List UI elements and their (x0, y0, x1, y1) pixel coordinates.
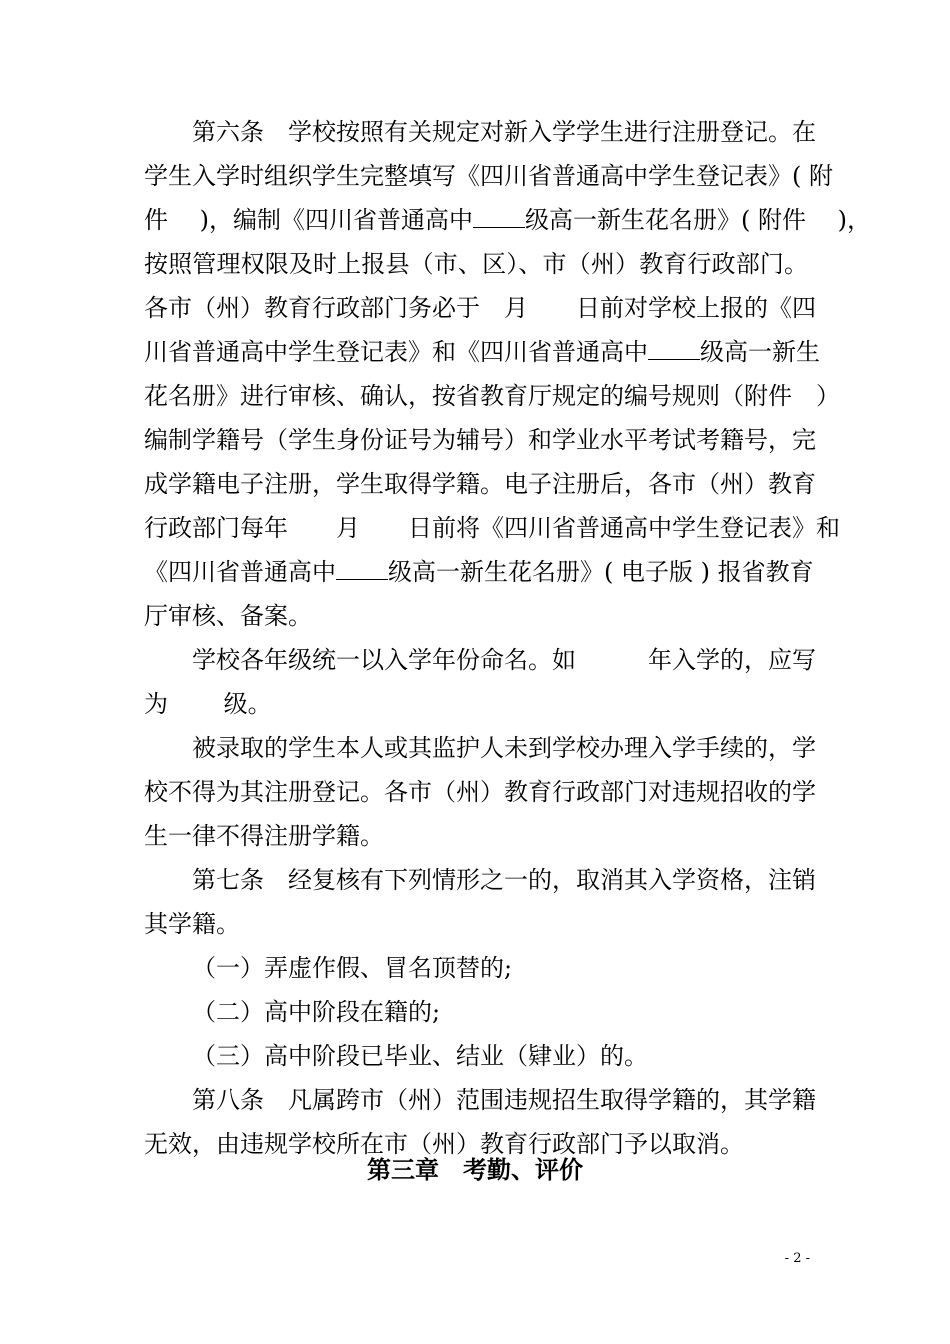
article6-line-5: 各市（州）教育行政部门务必于 月 日前对学校上报的《四 (144, 294, 816, 322)
article6-line-6 (144, 330, 820, 374)
article6-line-2: 学生入学时组织学生完整填写《四川省普通高中学生登记表》( 附 (144, 162, 833, 190)
article6-line-9: 成学籍电子注册，学生取得学籍。电子注册后，各市（州）教育 (144, 470, 816, 498)
article7-line-2: 其学籍。 (144, 910, 240, 938)
chapter-heading: 第三章 考勤、评价 (367, 1156, 583, 1184)
unregistered-line-1: 被录取的学生本人或其监护人未到学校办理入学手续的，学 (192, 734, 816, 762)
unregistered-line-3: 生一律不得注册学籍。 (144, 822, 384, 850)
article7-line-1: 第七条 经复核有下列情形之一的，取消其入学资格，注销 (192, 866, 816, 894)
article6-line-3a: 件 )，编制《四川省普通高中 (144, 206, 473, 234)
article8-line-2: 无效，由违规学校所在市（州）教育行政部门予以取消。 (144, 1130, 744, 1158)
article6-line-12: 厅审核、备案。 (144, 602, 312, 630)
article6-line-1: 第六条 学校按照有关规定对新入学学生进行注册登记。在 (192, 118, 816, 146)
article6-line-7: 花名册》进行审核、确认，按省教育厅规定的编号规则（附件 ） (144, 382, 840, 410)
article6-line-11a: 《四川省普通高中 (144, 558, 336, 586)
fill-in-blank (336, 557, 388, 580)
article6-line-6a: 川省普通高中学生登记表》和《四川省普通高中 (144, 338, 648, 366)
fill-in-blank (473, 205, 525, 228)
grade-naming-line-2: 为 级。 (144, 690, 272, 718)
page-number: - 2 - (784, 1251, 810, 1266)
article6-line-11 (144, 550, 814, 594)
grade-naming-line-1: 学校各年级统一以入学年份命名。如 年入学的，应写 (192, 646, 816, 674)
fill-in-blank (648, 337, 700, 360)
article6-line-4: 按照管理权限及时上报县（市、区）、市（州）教育行政部门。 (144, 250, 808, 278)
unregistered-line-2: 校不得为其注册登记。各市（州）教育行政部门对违规招收的学 (144, 778, 816, 806)
article7-item-1: （一）弄虚作假、冒名顶替的; (192, 954, 513, 982)
article8-line-1: 第八条 凡属跨市（州）范围违规招生取得学籍的，其学籍 (192, 1086, 816, 1114)
article6-line-10: 行政部门每年 月 日前将《四川省普通高中学生登记表》和 (144, 514, 840, 542)
article6-line-3b: 级高一新生花名册》( 附件 )， (525, 206, 871, 234)
article7-item-2: （二）高中阶段在籍的; (192, 998, 441, 1026)
article6-line-8: 编制学籍号（学生身份证号为辅号）和学业水平考试考籍号，完 (144, 426, 816, 454)
article6-line-6b: 级高一新生 (700, 338, 820, 366)
article6-line-3 (144, 198, 871, 242)
article6-line-11b: 级高一新生花名册》( 电子版 ) 报省教育 (388, 558, 814, 586)
article7-item-3: （三）高中阶段已毕业、结业（肄业）的。 (192, 1042, 648, 1070)
